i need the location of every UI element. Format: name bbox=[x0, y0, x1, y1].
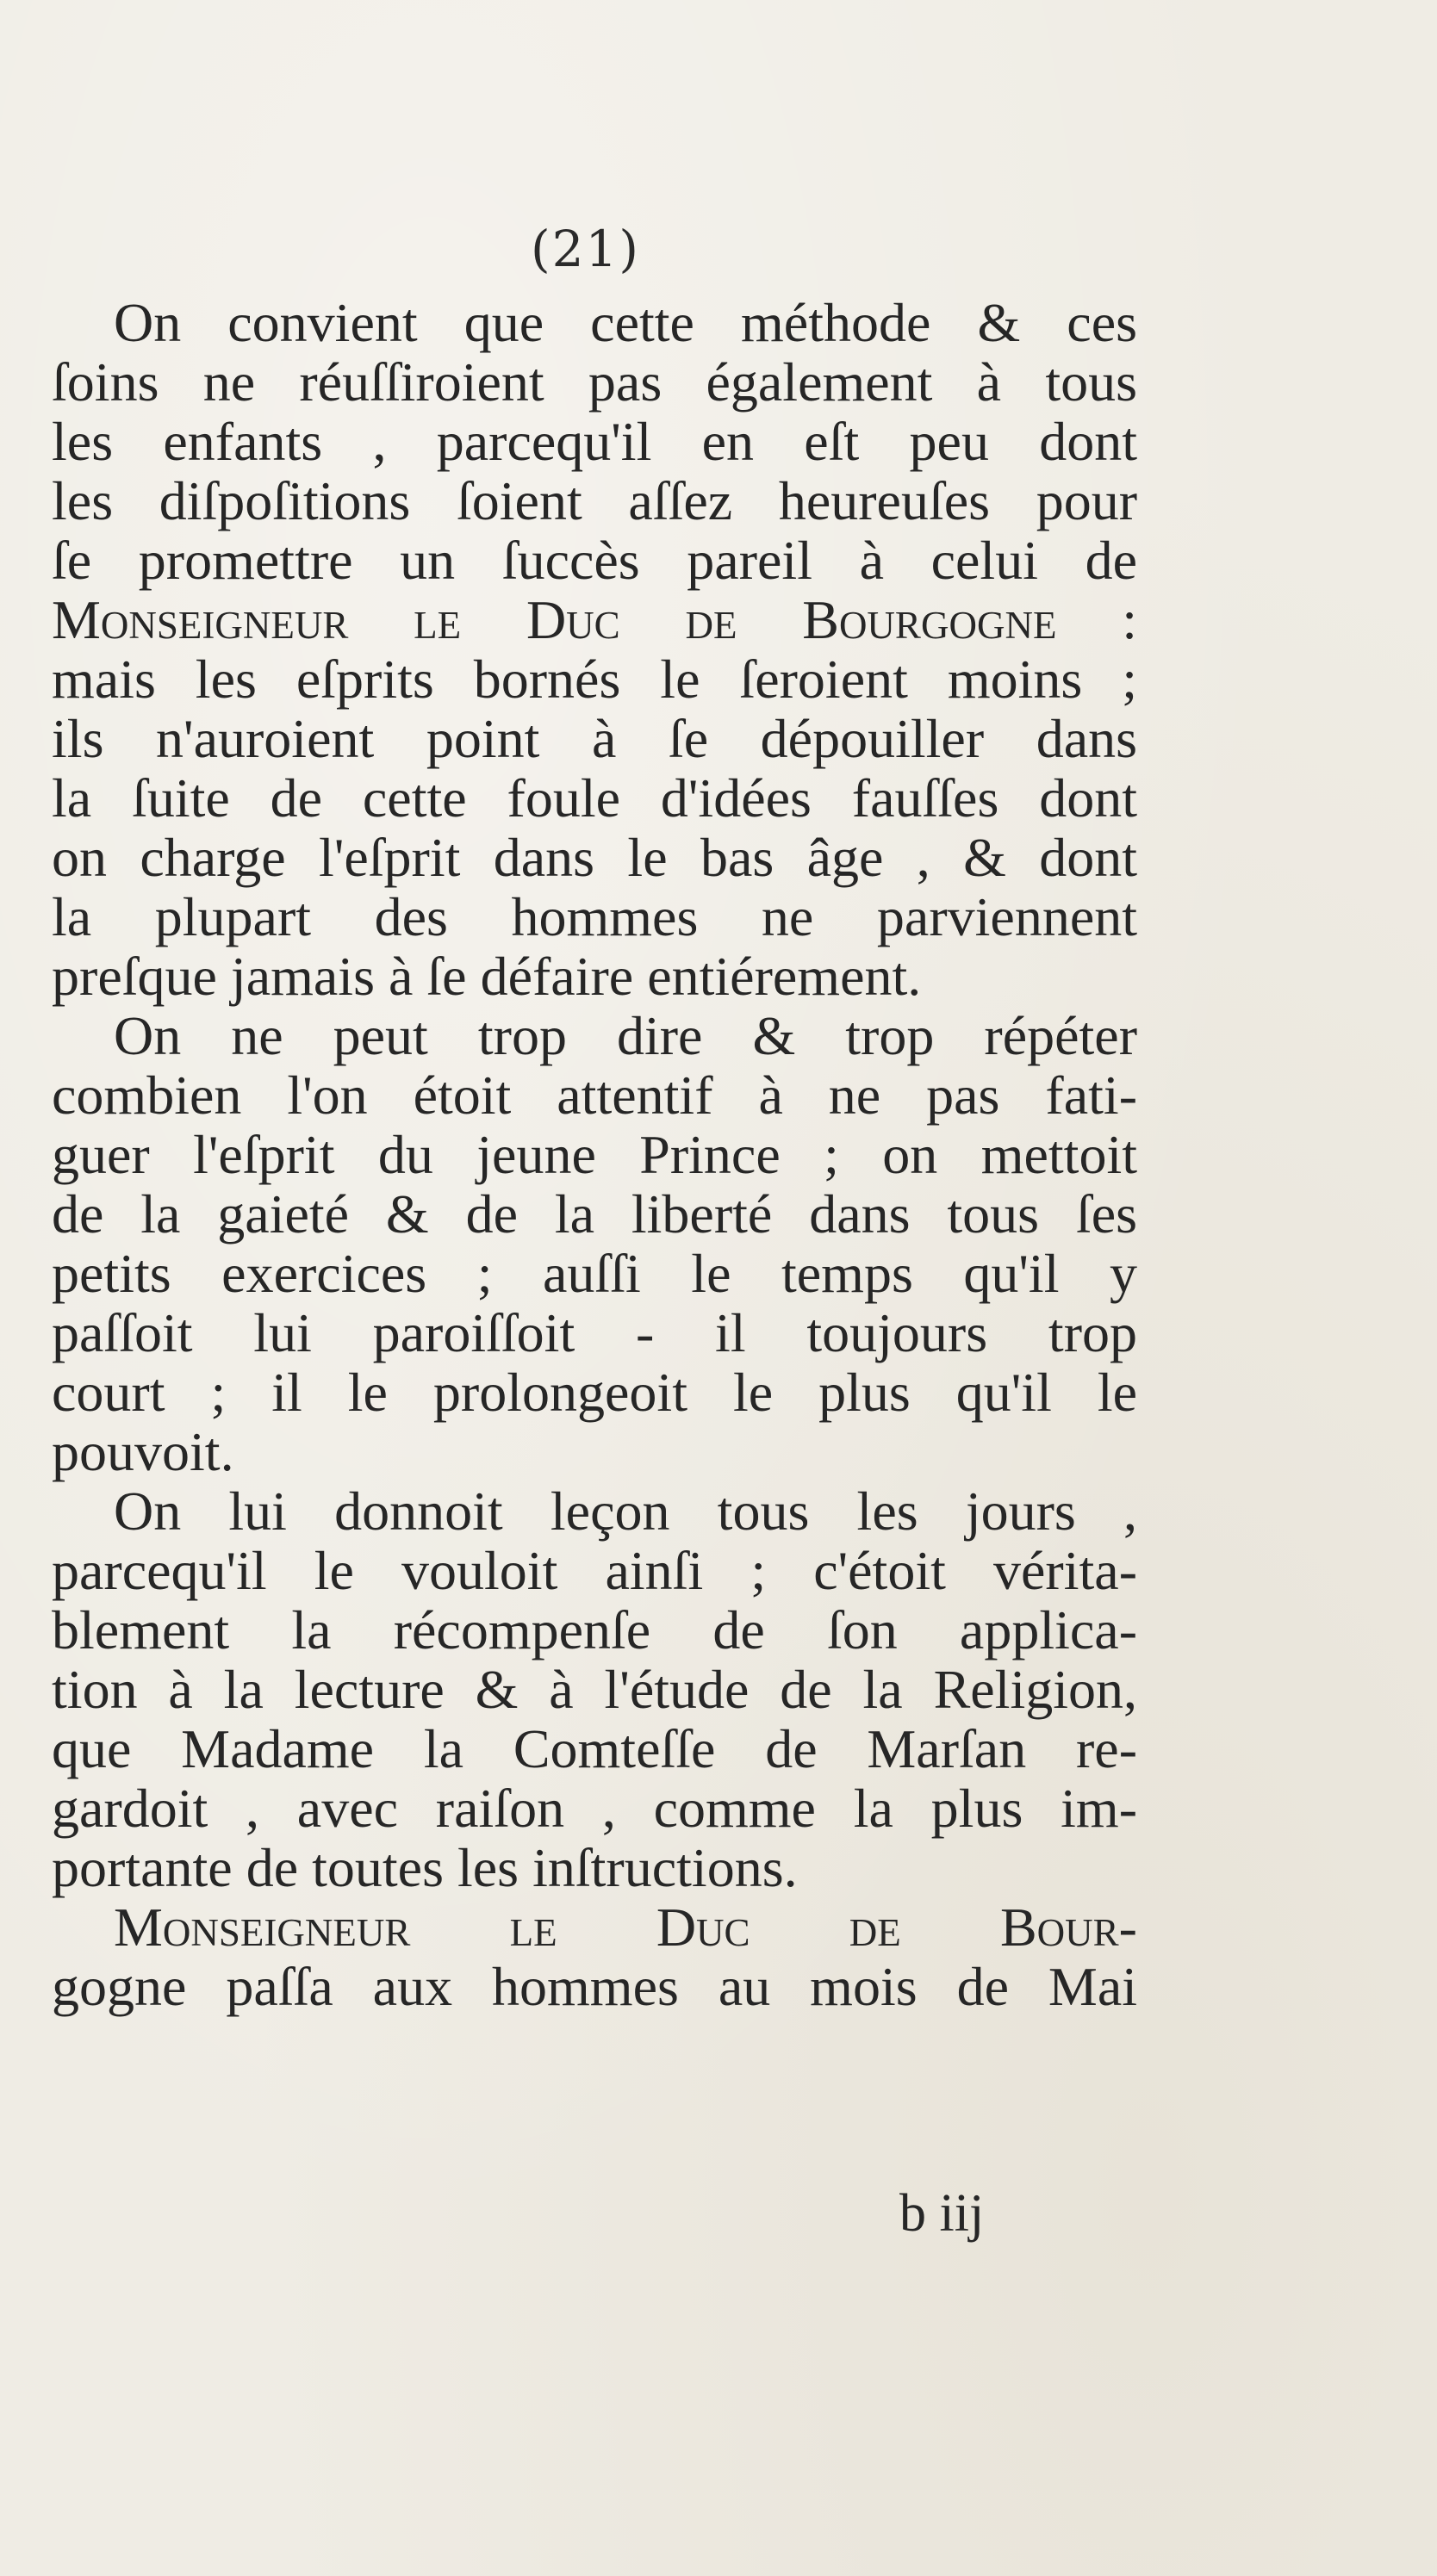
text-line: Monseigneur le Duc de Bour- bbox=[114, 1896, 1137, 1958]
text-line: paſſoit lui paroiſſoit - il toujours trop bbox=[52, 1302, 1137, 1363]
text-line: On ne peut trop dire & trop répéter bbox=[114, 1005, 1137, 1066]
text-line: petits exercices ; auſſi le temps qu'il y bbox=[52, 1243, 1137, 1304]
text-line: ſe promettre un ſuccès pareil à celui de bbox=[52, 530, 1137, 591]
text-line: de la gaieté & de la liberté dans tous ſes bbox=[52, 1183, 1137, 1245]
text-line: la ſuite de cette foule d'idées fauſſes dont bbox=[52, 767, 1137, 829]
paragraph-2 bbox=[52, 1006, 1137, 1481]
signature-mark: b iij bbox=[899, 2184, 985, 2243]
text-line: court ; il le prolongeoit le plus qu'il le bbox=[52, 1362, 1137, 1423]
text-line: ils n'auroient point à ſe dépouiller dans bbox=[52, 708, 1137, 769]
text-line: tion à la lecture & à l'étude de la Religion, bbox=[52, 1659, 1137, 1720]
page-number: (21) bbox=[531, 220, 641, 278]
text-line: les enfants , parcequ'il en eſt peu dont bbox=[52, 411, 1137, 472]
text-line: guer l'eſprit du jeune Prince ; on mettoit bbox=[52, 1124, 1137, 1185]
text-line: que Madame la Comteſſe de Marſan re- bbox=[52, 1718, 1137, 1779]
text-line: ſoins ne réuſſiroient pas également à tous bbox=[52, 351, 1137, 413]
text-line: on charge l'eſprit dans le bas âge , & dont bbox=[52, 827, 1137, 888]
body-text bbox=[52, 293, 1137, 2016]
text-line: On lui donnoit leçon tous les jours , bbox=[114, 1480, 1137, 1542]
text-line: gardoit , avec raiſon , comme la plus im- bbox=[52, 1778, 1137, 1839]
text-line: Monseigneur le Duc de Bourgogne : bbox=[52, 589, 1137, 650]
paragraph-3 bbox=[52, 1481, 1137, 1897]
text-line: pouvoit. bbox=[52, 1421, 234, 1482]
text-line: la plupart des hommes ne parviennent bbox=[52, 886, 1137, 947]
text-line: On convient que cette méthode & ces bbox=[114, 292, 1137, 353]
text-line: les diſpoſitions ſoient aſſez heureuſes pour bbox=[52, 470, 1137, 531]
text-line: combien l'on étoit attentif à ne pas fati- bbox=[52, 1065, 1137, 1126]
text-line: parcequ'il le vouloit ainſi ; c'étoit vérita- bbox=[52, 1540, 1137, 1601]
text-line: portante de toutes les inſtructions. bbox=[52, 1837, 798, 1898]
paragraph-1 bbox=[52, 293, 1137, 1006]
text-line: blement la récompenſe de ſon applica- bbox=[52, 1599, 1137, 1660]
paragraph-4 bbox=[52, 1897, 1137, 2016]
text-line: mais les eſprits bornés le ſeroient moins ; bbox=[52, 649, 1137, 710]
text-line: gogne paſſa aux hommes au mois de Mai bbox=[52, 1956, 1137, 2017]
text-line: preſque jamais à ſe défaire entiérement. bbox=[52, 946, 922, 1007]
